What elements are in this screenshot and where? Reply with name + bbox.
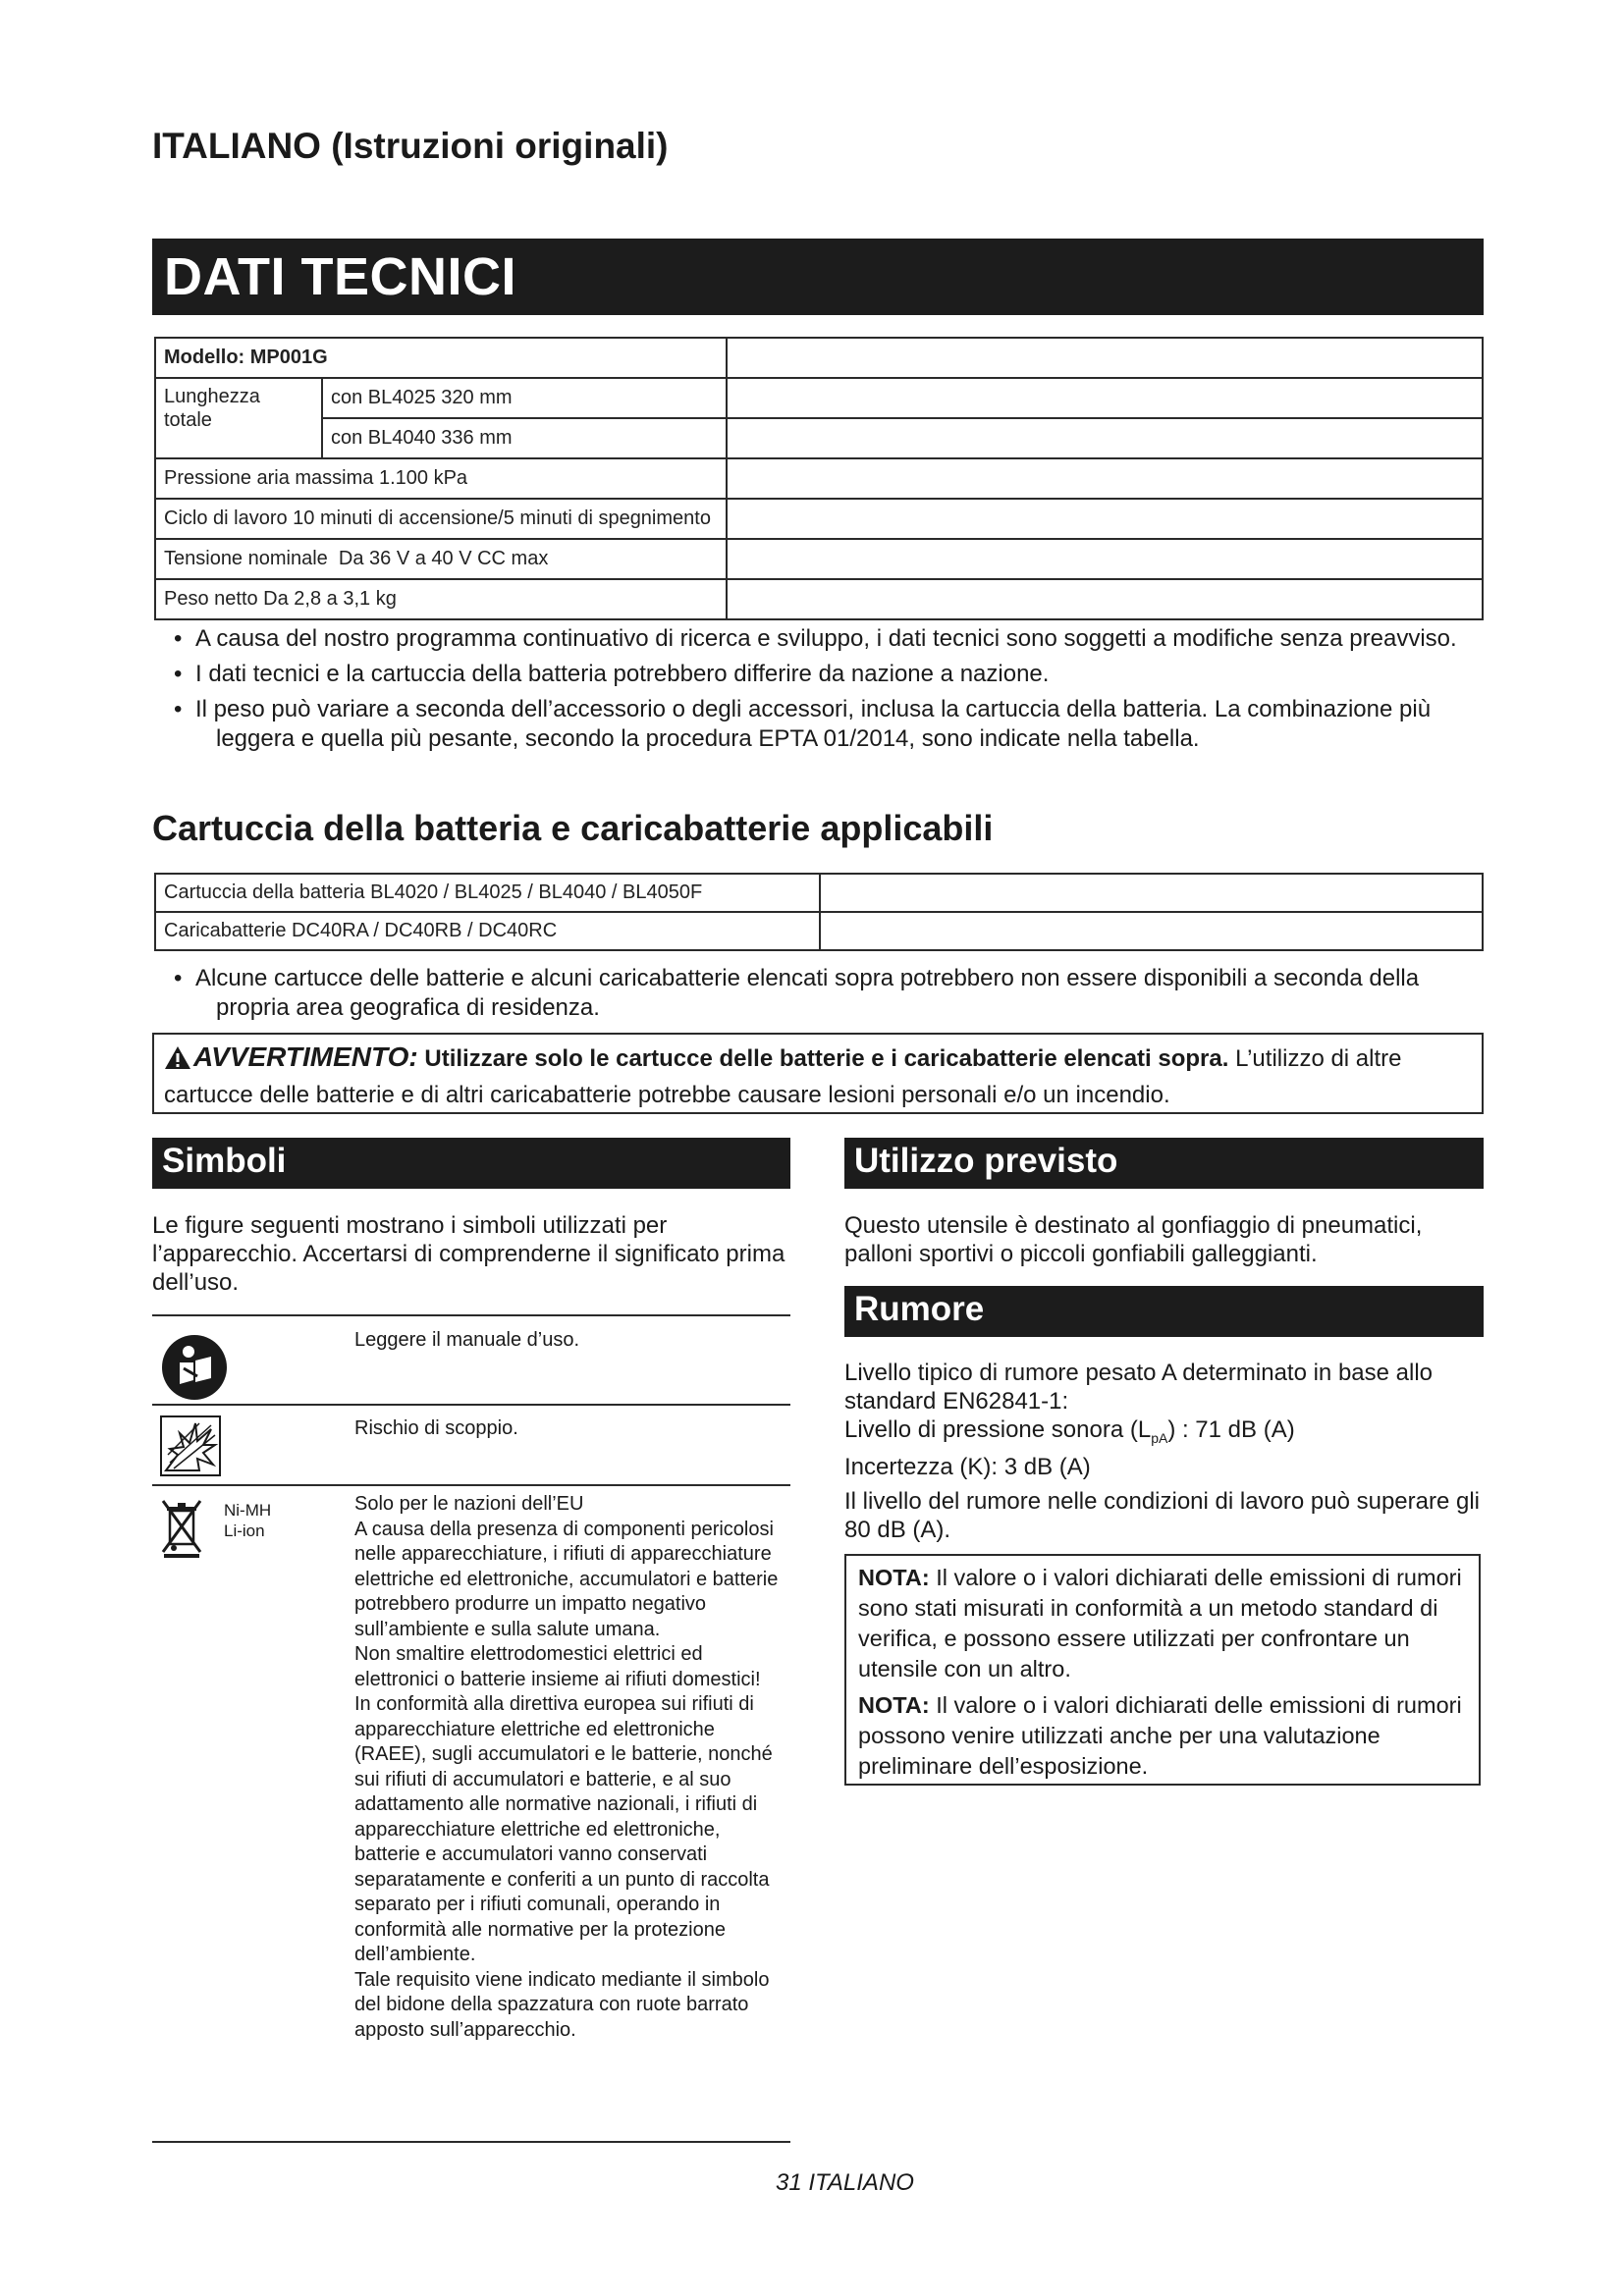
warning-triangle-icon [164,1045,191,1079]
warning-box [152,1033,1484,1114]
noise-measurements [844,1359,1483,1481]
explosion-icon [160,1415,221,1481]
note: NOTA: Il valore o i valori dichiarati delle emissioni di rumori sono stati misurati in conformità a un metodo standard di verifica, e possono essere utilizzati per confrontare un utensile con un altro. [858,1565,1462,1682]
empty-cell [727,378,1483,418]
length-label-cell: Lunghezza totale [155,378,322,458]
weee-text: Solo per le nazioni dell’EU A causa della presenza di componenti pericolosi nelle apparecchiature, i rifiuti di apparecchiature elettriche ed elettroniche, accumulatori e batterie potrebbero produrre un impatto negativo sull’ambiente e sulla salute umana. Non smaltire elettrodomestici elettrici ed elettronici o batterie insieme ai rifiuti domestici! In conformità alla direttiva europea sui rifiuti di apparecchiature elettriche ed elettroniche (RAEE), sugli accumulatori e le batterie, nonché sui rifiuti di accumulatori e batterie, e al suo adattamento alle normative nazionali, i rifiuti di apparecchiature elettriche ed elettroniche, batterie e accumulatori vanno conservati separatamente e conferiti a un punto di raccolta separato per i rifiuti comunali, operando in conformità alle normative per la protezione dell’ambiente. Tale requisito viene indicato mediante il simbolo del bidone della spazzatura con ruote barrato apposto sull’apparecchio. [354,1493,779,2041]
table-row [155,499,1483,539]
empty-cell [727,458,1483,499]
divider [152,1484,790,1486]
note: NOTA: Il valore o i valori dichiarati delle emissioni di rumori possono venire utilizzati anche per una valutazione preliminare dell’esposizione. [858,1692,1462,1779]
table-row [155,874,1483,912]
list-item: • I dati tecnici e la cartuccia della batteria potrebbero differire da nazione a nazione. [174,661,1050,687]
battery-cell: Cartuccia della batteria BL4020 / BL4025 / BL4040 / BL4050F [155,874,820,912]
table-row [155,579,1483,619]
length-cell: con BL4025 320 mm [322,378,727,418]
table-row [155,378,1483,418]
model-cell: Modello: MP001G [155,338,727,378]
manual-icon [160,1333,229,1407]
divider [152,1404,790,1406]
divider [152,2141,790,2143]
table-row [155,338,1483,378]
empty-cell [727,539,1483,579]
symbols-intro: Le figure seguenti mostrano i simboli utilizzati per l’apparecchio. Accertarsi di comprenderne il significato prima dell’uso. [152,1212,785,1296]
table-row [155,458,1483,499]
spec-cell: Peso netto Da 2,8 a 3,1 kg [155,579,727,619]
symbols-title: Simboli [162,1142,287,1180]
noise-work-text: Il livello del rumore nelle condizioni di lavoro può superare gli 80 dB (A). [844,1488,1481,1543]
list-item: • A causa del nostro programma continuativo di ricerca e sviluppo, i dati tecnici sono soggetti a modifiche senza preavviso. [174,625,1457,652]
battery-notes [152,964,1488,1029]
battery-section-title: Cartuccia della batteria e caricabatterie applicabili [152,808,994,848]
empty-cell [820,912,1483,950]
specs-notes [152,624,1488,760]
manual-text: Leggere il manuale d’uso. [354,1329,580,1351]
charger-cell: Caricabatterie DC40RA / DC40RB / DC40RC [155,912,820,950]
empty-cell [727,338,1483,378]
table-row [155,418,1483,458]
empty-cell [727,579,1483,619]
noise-section-header [844,1286,1484,1337]
symbols-section-header [152,1138,790,1189]
intended-use-title: Utilizzo previsto [854,1142,1118,1180]
warning-text: L’utilizzo di altre cartucce delle batterie e di altri caricabatterie potrebbe causare lesioni personali e/o un incendio. [164,1045,1402,1108]
noise-notes-box [844,1554,1481,1786]
table-row [155,912,1483,950]
list-item: • Alcune cartucce delle batterie e alcuni caricabatterie elencati sopra potrebbero non essere disponibili a seconda della propria area geografica di residenza. [174,965,1420,1021]
list-item: • Il peso può variare a seconda dell’accessorio o degli accessori, inclusa la cartuccia della batteria. La combinazione più leggera e quella più pesante, secondo la procedura EPTA 01/2014, sono indicate nella tabella. [174,696,1432,752]
spec-cell: Tensione nominale Da 36 V a 40 V CC max [155,539,727,579]
divider [152,1314,790,1316]
crossed-bin-icon [160,1497,203,1563]
empty-cell [727,418,1483,458]
warning-label: AVVERTIMENTO: [193,1041,418,1072]
table-row [155,539,1483,579]
spec-cell: Pressione aria massima 1.100 kPa [155,458,727,499]
sound-pressure-level: Livello di pressione sonora $(L_{pA})$ : 71 dB (A) [844,1416,1295,1446]
noise-title: Rumore [854,1290,985,1328]
specs-section-header [152,239,1484,315]
uncertainty: Incertezza (K): 3 dB (A) [844,1453,1091,1480]
warning-bold-text: Utilizzare solo le cartucce delle batterie e i caricabatterie elencati sopra. [424,1045,1229,1072]
intended-use-section-header [844,1138,1484,1189]
battery-type-labels: Ni-MH Li-ion [224,1501,272,1540]
length-cell: con BL4040 336 mm [322,418,727,458]
explosion-text: Rischio di scoppio. [354,1417,518,1439]
empty-cell [820,874,1483,912]
specs-title: DATI TECNICI [164,247,516,306]
battery-table [154,873,1484,951]
language-title: ITALIANO (Istruzioni originali) [152,126,669,166]
intended-use-text: Questo utensile è destinato al gonfiaggio di pneumatici, palloni sportivi o piccoli gonfiabili galleggianti. [844,1212,1423,1267]
specs-table [154,337,1484,620]
noise-intro: Livello tipico di rumore pesato A determinato in base allo standard EN62841-1: [844,1360,1434,1415]
page-footer: 31 ITALIANO [776,2169,914,2196]
spec-cell: Ciclo di lavoro 10 minuti di accensione/5 minuti di spegnimento [155,499,727,539]
empty-cell [727,499,1483,539]
